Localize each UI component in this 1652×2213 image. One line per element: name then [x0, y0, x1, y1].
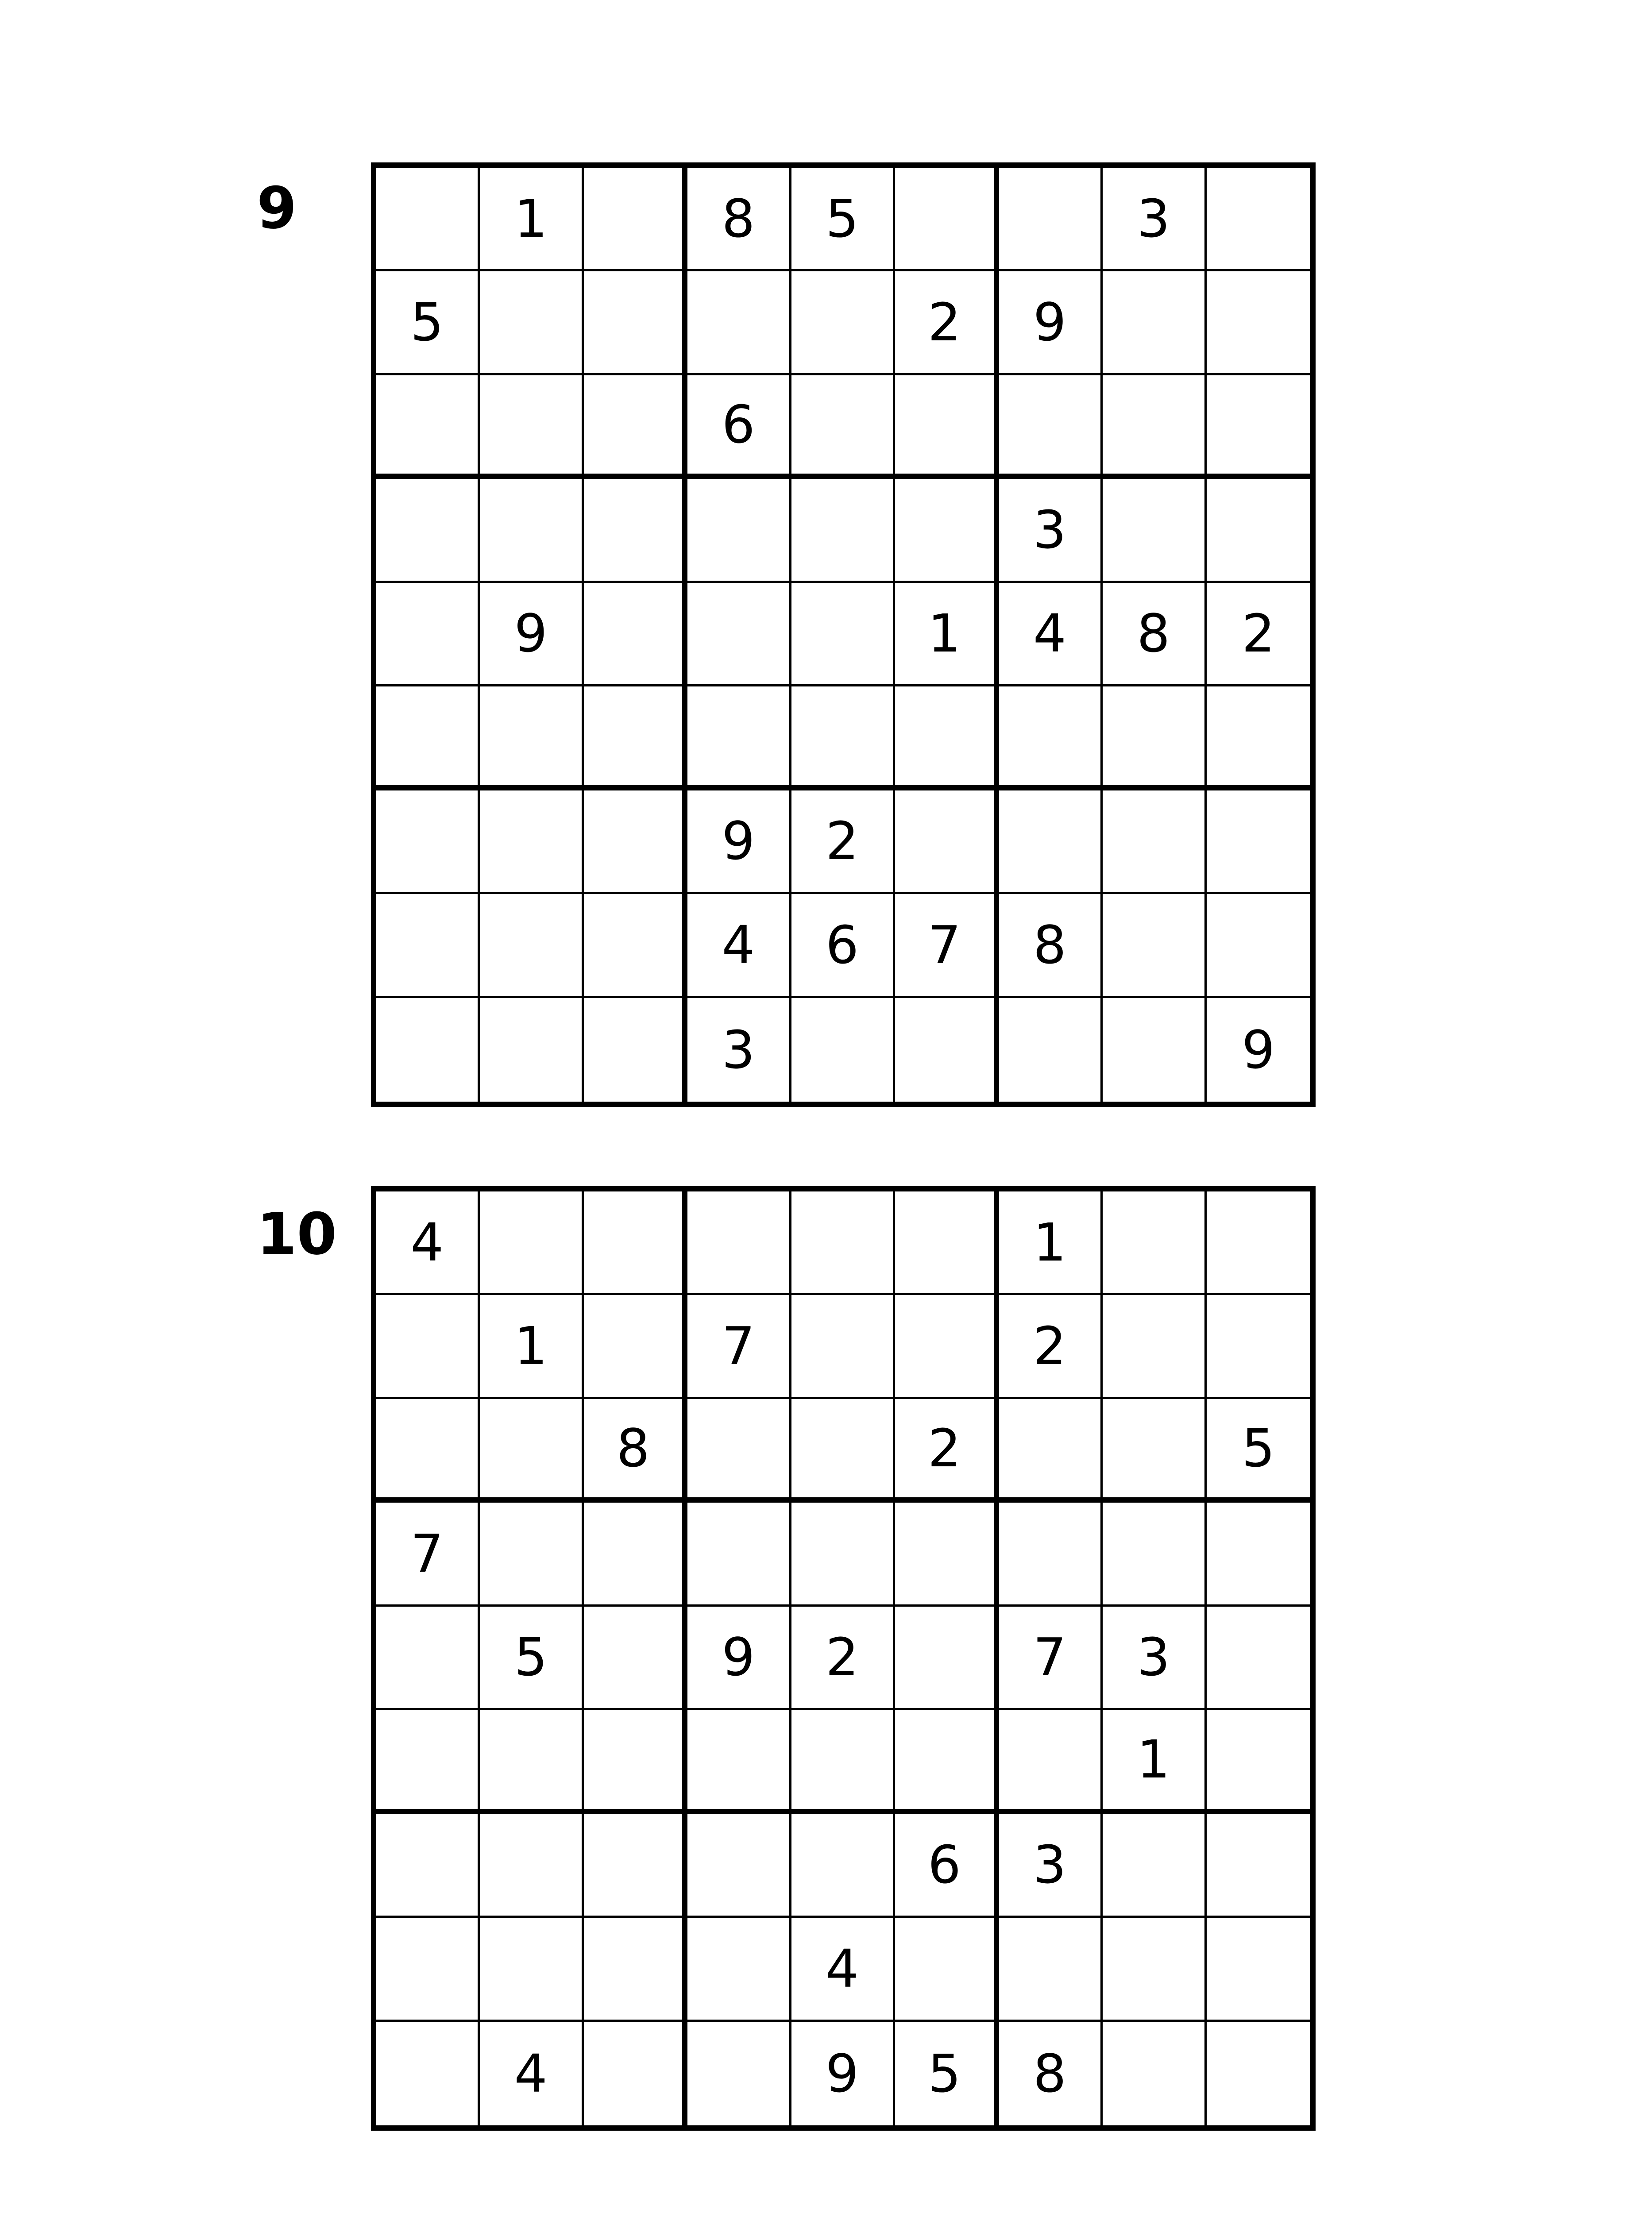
sudoku-cell[interactable]: 8	[1103, 583, 1206, 686]
sudoku-cell[interactable]	[895, 998, 999, 1102]
sudoku-cell[interactable]: 4	[791, 1918, 895, 2021]
sudoku-cell[interactable]: 1	[480, 168, 583, 271]
sudoku-cell[interactable]: 5	[1207, 1399, 1310, 1503]
sudoku-cell[interactable]: 7	[999, 1607, 1103, 1710]
sudoku-cell[interactable]	[895, 1503, 999, 1606]
sudoku-cell[interactable]	[687, 1191, 791, 1295]
sudoku-cell[interactable]	[584, 998, 687, 1102]
sudoku-cell[interactable]	[791, 479, 895, 582]
sudoku-cell[interactable]	[1207, 168, 1310, 271]
sudoku-cell[interactable]	[895, 1191, 999, 1295]
sudoku-cell[interactable]	[584, 686, 687, 790]
sudoku-cell[interactable]: 3	[687, 998, 791, 1102]
sudoku-cell[interactable]	[999, 375, 1103, 479]
sudoku-cell[interactable]	[1103, 1918, 1206, 2021]
sudoku-cell[interactable]	[584, 790, 687, 894]
sudoku-cell[interactable]: 6	[791, 894, 895, 998]
sudoku-cell[interactable]	[1207, 1814, 1310, 1918]
sudoku-cell[interactable]: 7	[687, 1295, 791, 1399]
sudoku-cell[interactable]: 9	[791, 2022, 895, 2125]
sudoku-cell[interactable]: 1	[1103, 1710, 1206, 1814]
sudoku-cell[interactable]	[999, 1710, 1103, 1814]
sudoku-cell[interactable]	[1103, 894, 1206, 998]
sudoku-cell[interactable]	[1207, 1607, 1310, 1710]
sudoku-cell[interactable]	[1207, 375, 1310, 479]
sudoku-cell[interactable]	[1207, 271, 1310, 375]
sudoku-cell[interactable]	[1103, 1503, 1206, 1606]
sudoku-cell[interactable]	[480, 790, 583, 894]
sudoku-cell[interactable]	[1207, 1503, 1310, 1606]
sudoku-cell[interactable]: 6	[687, 375, 791, 479]
sudoku-cell[interactable]	[687, 1918, 791, 2021]
sudoku-cell[interactable]	[1103, 375, 1206, 479]
sudoku-cell[interactable]	[895, 790, 999, 894]
sudoku-cell[interactable]	[687, 583, 791, 686]
sudoku-cell[interactable]	[1207, 1295, 1310, 1399]
sudoku-cell[interactable]	[791, 1503, 895, 1606]
sudoku-cell[interactable]: 7	[895, 894, 999, 998]
sudoku-cell[interactable]: 4	[999, 583, 1103, 686]
sudoku-cell[interactable]	[376, 1710, 480, 1814]
sudoku-cell[interactable]	[999, 1503, 1103, 1606]
sudoku-cell[interactable]	[376, 686, 480, 790]
sudoku-cell[interactable]: 2	[791, 1607, 895, 1710]
sudoku-cell[interactable]: 2	[791, 790, 895, 894]
sudoku-grid	[371, 1186, 1316, 2131]
sudoku-cell[interactable]	[376, 583, 480, 686]
sudoku-cell[interactable]	[999, 790, 1103, 894]
sudoku-cell[interactable]	[480, 271, 583, 375]
sudoku-cell[interactable]	[376, 479, 480, 582]
sudoku-cell[interactable]: 3	[999, 479, 1103, 582]
sudoku-cell[interactable]	[999, 168, 1103, 271]
sudoku-cell[interactable]	[584, 1503, 687, 1606]
sudoku-cell[interactable]	[1207, 2022, 1310, 2125]
sudoku-cell[interactable]	[1103, 1295, 1206, 1399]
sudoku-cell[interactable]: 4	[480, 2022, 583, 2125]
sudoku-cell[interactable]	[895, 1295, 999, 1399]
sudoku-cell[interactable]	[895, 479, 999, 582]
sudoku-cell[interactable]	[895, 375, 999, 479]
sudoku-cell[interactable]	[791, 1191, 895, 1295]
sudoku-cell[interactable]: 5	[791, 168, 895, 271]
sudoku-cell[interactable]	[376, 1918, 480, 2021]
sudoku-cell[interactable]	[376, 375, 480, 479]
sudoku-cell[interactable]	[584, 479, 687, 582]
sudoku-cell[interactable]: 5	[480, 1607, 583, 1710]
sudoku-cell[interactable]	[376, 998, 480, 1102]
sudoku-cell[interactable]	[1207, 1191, 1310, 1295]
sudoku-cell[interactable]	[376, 1814, 480, 1918]
sudoku-cell[interactable]: 8	[687, 168, 791, 271]
sudoku-cell[interactable]	[999, 998, 1103, 1102]
sudoku-cell[interactable]	[895, 1918, 999, 2021]
sudoku-cell[interactable]	[1207, 1918, 1310, 2021]
sudoku-cell[interactable]: 2	[895, 271, 999, 375]
sudoku-cell[interactable]	[895, 1607, 999, 1710]
sudoku-cell[interactable]	[584, 271, 687, 375]
sudoku-cell[interactable]: 9	[687, 790, 791, 894]
sudoku-cell[interactable]: 1	[895, 583, 999, 686]
sudoku-cell[interactable]	[480, 1814, 583, 1918]
sudoku-cell[interactable]	[687, 1399, 791, 1503]
sudoku-cell[interactable]	[791, 1814, 895, 1918]
sudoku-cell[interactable]: 6	[895, 1814, 999, 1918]
sudoku-cell[interactable]	[480, 1710, 583, 1814]
sudoku-cell[interactable]	[480, 894, 583, 998]
sudoku-cell[interactable]	[376, 168, 480, 271]
sudoku-cell[interactable]	[480, 1191, 583, 1295]
sudoku-cell[interactable]	[1103, 1191, 1206, 1295]
sudoku-cell[interactable]: 9	[480, 583, 583, 686]
sudoku-cell[interactable]	[999, 686, 1103, 790]
sudoku-cell[interactable]	[1103, 479, 1206, 582]
puzzle-number: 9	[257, 174, 297, 242]
sudoku-cell[interactable]	[1207, 1710, 1310, 1814]
sudoku-cell[interactable]	[584, 168, 687, 271]
sudoku-cell[interactable]: 7	[376, 1503, 480, 1606]
sudoku-cell[interactable]	[584, 1918, 687, 2021]
sudoku-cell[interactable]	[1103, 271, 1206, 375]
sudoku-cell[interactable]: 3	[1103, 1607, 1206, 1710]
sudoku-cell[interactable]	[480, 686, 583, 790]
sudoku-cell[interactable]: 5	[376, 271, 480, 375]
sudoku-cell[interactable]	[791, 1710, 895, 1814]
sudoku-cell[interactable]	[376, 894, 480, 998]
sudoku-cell[interactable]	[584, 1814, 687, 1918]
sudoku-cell[interactable]	[1103, 1399, 1206, 1503]
sudoku-cell[interactable]	[1103, 686, 1206, 790]
sudoku-cell[interactable]	[1103, 790, 1206, 894]
sudoku-cell[interactable]	[584, 1607, 687, 1710]
sudoku-cell[interactable]	[1207, 686, 1310, 790]
sudoku-cell[interactable]: 4	[687, 894, 791, 998]
sudoku-cell[interactable]: 3	[1103, 168, 1206, 271]
sudoku-cell[interactable]: 8	[999, 2022, 1103, 2125]
sudoku-cell[interactable]	[584, 1710, 687, 1814]
sudoku-cell[interactable]	[584, 1295, 687, 1399]
sudoku-cell[interactable]	[791, 1295, 895, 1399]
sudoku-cell[interactable]: 9	[687, 1607, 791, 1710]
sudoku-cell[interactable]	[687, 1503, 791, 1606]
sudoku-cell[interactable]	[895, 168, 999, 271]
sudoku-cell[interactable]	[480, 998, 583, 1102]
sudoku-cell[interactable]	[584, 2022, 687, 2125]
sudoku-cell[interactable]: 8	[584, 1399, 687, 1503]
sudoku-cell[interactable]	[1207, 790, 1310, 894]
sudoku-cell[interactable]	[584, 1191, 687, 1295]
sudoku-cell[interactable]	[376, 1607, 480, 1710]
sudoku-cell[interactable]	[1103, 998, 1206, 1102]
sudoku-cell[interactable]	[687, 271, 791, 375]
sudoku-cell[interactable]	[895, 1710, 999, 1814]
sudoku-cell[interactable]	[1103, 2022, 1206, 2125]
sudoku-cell[interactable]	[584, 894, 687, 998]
sudoku-cell[interactable]	[376, 1295, 480, 1399]
sudoku-cell[interactable]	[584, 375, 687, 479]
sudoku-cell[interactable]	[1207, 479, 1310, 582]
sudoku-cell[interactable]	[999, 1918, 1103, 2021]
sudoku-cell[interactable]	[376, 2022, 480, 2125]
sudoku-cell[interactable]	[687, 2022, 791, 2125]
sudoku-cell[interactable]	[376, 790, 480, 894]
sudoku-cell[interactable]	[791, 998, 895, 1102]
sudoku-cell[interactable]: 1	[999, 1191, 1103, 1295]
sudoku-cell[interactable]	[791, 1399, 895, 1503]
sudoku-cell[interactable]: 8	[999, 894, 1103, 998]
sudoku-cell[interactable]	[687, 479, 791, 582]
sudoku-cell[interactable]	[895, 686, 999, 790]
sudoku-cell[interactable]	[480, 1918, 583, 2021]
sudoku-cell[interactable]	[376, 1399, 480, 1503]
sudoku-cell[interactable]: 9	[1242, 1019, 1275, 1080]
sudoku-cell[interactable]	[999, 1399, 1103, 1503]
sudoku-cell[interactable]	[1207, 894, 1310, 998]
sudoku-cell[interactable]: 2	[1207, 583, 1310, 686]
sudoku-grid	[371, 162, 1316, 1107]
sudoku-cell[interactable]: 9	[999, 271, 1103, 375]
puzzle-number: 10	[257, 1200, 337, 1268]
sudoku-cell[interactable]	[791, 271, 895, 375]
sudoku-cell[interactable]	[791, 583, 895, 686]
sudoku-cell[interactable]: 2	[895, 1399, 999, 1503]
sudoku-cell[interactable]	[480, 375, 583, 479]
sudoku-cell[interactable]	[687, 1814, 791, 1918]
sudoku-cell[interactable]: 3	[999, 1814, 1103, 1918]
sudoku-cell[interactable]	[791, 686, 895, 790]
sudoku-cell[interactable]: 5	[895, 2022, 999, 2125]
sudoku-cell[interactable]: 4	[376, 1191, 480, 1295]
sudoku-cell[interactable]	[687, 686, 791, 790]
sudoku-cell[interactable]	[1103, 1814, 1206, 1918]
sudoku-cell[interactable]	[584, 583, 687, 686]
sudoku-cell[interactable]: 2	[999, 1295, 1103, 1399]
sudoku-cell[interactable]	[791, 375, 895, 479]
sudoku-cell[interactable]	[480, 479, 583, 582]
sudoku-cell[interactable]	[687, 1710, 791, 1814]
sudoku-cell[interactable]	[480, 1503, 583, 1606]
sudoku-cell[interactable]	[480, 1399, 583, 1503]
sudoku-cell[interactable]: 1	[480, 1295, 583, 1399]
